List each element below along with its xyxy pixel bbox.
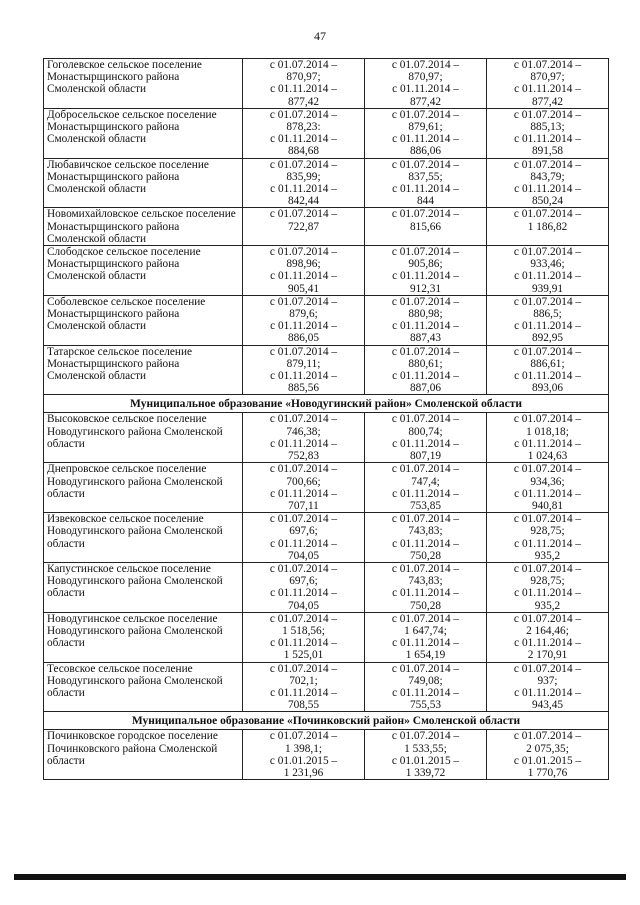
tariff-line: 800,74; [408,425,443,438]
tariff-cell [487,246,609,296]
tariff-cell [365,59,487,109]
tariff-cell [243,59,365,109]
tariff-table [43,58,609,780]
tariff-line: с 01.11.2014 – [514,537,581,550]
tariff-line: 879,11; [286,357,321,370]
tariff-line: с 01.07.2014 – [391,208,460,221]
tariff-line: 877,42 [287,95,320,108]
tariff-line: с 01.11.2014 – [270,487,337,500]
tariff-line: 885,56 [287,382,320,395]
tariff-line: с 01.07.2014 – [391,612,460,625]
tariff-line: с 01.07.2014 – [513,246,582,259]
tariff-line: 850,24 [531,195,564,208]
tariff-line: с 01.11.2014 – [270,320,337,333]
tariff-line: 743,83; [408,575,443,588]
settlement-name: Татарское сельское поселение Монастырщинского района Смоленской области [44,345,243,395]
tariff-line: с 01.11.2014 – [514,183,581,196]
tariff-line: с 01.11.2014 – [270,537,337,550]
tariff-cell [365,108,487,158]
tariff-line: 870,97; [286,71,321,84]
tariff-line: 1 024,63 [527,450,568,463]
tariff-cell [487,513,609,563]
tariff-line: с 01.07.2014 – [391,158,460,171]
tariff-line: с 01.11.2014 – [514,320,581,333]
tariff-line: с 01.11.2014 – [392,320,459,333]
table-row [44,463,609,513]
tariff-line: 1 647,74; [404,624,447,637]
tariff-line: с 01.07.2014 – [269,612,338,625]
tariff-line: с 01.07.2014 – [513,662,582,675]
tariff-cell [243,108,365,158]
tariff-line: 884,68 [287,145,320,158]
tariff-line: 870,97; [530,71,565,84]
tariff-line: с 01.07.2014 – [513,208,582,221]
tariff-line: 750,28 [409,599,442,612]
tariff-line: с 01.07.2014 – [391,730,460,743]
tariff-line: 928,75; [530,575,565,588]
tariff-line: с 01.11.2014 – [514,270,581,283]
tariff-line: с 01.07.2014 – [513,345,582,358]
tariff-line: с 01.11.2014 – [270,686,337,699]
tariff-cell [365,662,487,712]
settlement-name: Тесовское сельское поселение Новодугинского района Смоленской области [44,662,243,712]
tariff-line: 880,61; [408,357,443,370]
settlement-name: Соболевское сельское поселение Монастырщинского района Смоленской области [44,295,243,345]
tariff-line: с 01.07.2014 – [269,513,338,526]
tariff-line: 1 339,72 [405,766,446,779]
tariff-line: 935,2 [534,549,561,562]
tariff-cell [365,413,487,463]
tariff-line: с 01.11.2014 – [514,487,581,500]
tariff-line: 886,06 [409,145,442,158]
tariff-cell [243,562,365,612]
tariff-line: 886,61; [530,357,565,370]
tariff-line: 697,6; [289,525,318,538]
tariff-line: 933,46; [530,258,565,271]
tariff-line: с 01.11.2014 – [270,370,337,383]
tariff-line: 837,55; [408,170,443,183]
tariff-line: 887,06 [409,382,442,395]
page-number: 47 [314,29,326,43]
tariff-line: 815,66 [409,220,442,233]
tariff-line: с 01.07.2014 – [391,513,460,526]
tariff-line: с 01.07.2014 – [269,59,338,71]
tariff-line: 844 [417,195,434,208]
tariff-cell [243,208,365,246]
section-heading-row [44,712,609,730]
tariff-line: с 01.11.2014 – [392,637,459,650]
tariff-cell [365,295,487,345]
tariff-line: с 01.07.2014 – [391,59,460,71]
tariff-line: 807,19 [409,450,442,463]
settlement-name: Высоковское сельское поселение Новодугинского района Смоленской области [44,413,243,463]
settlement-name: Гоголевское сельское поселение Монастырщинского района Смоленской области [44,59,243,109]
tariff-line: с 01.01.2015 – [269,754,338,767]
tariff-line: 2 164,46; [526,624,569,637]
tariff-line: с 01.07.2014 – [269,345,338,358]
tariff-cell [487,208,609,246]
table-row [44,295,609,345]
tariff-cell [487,612,609,662]
tariff-cell [365,208,487,246]
bottom-rule [14,874,626,880]
table-row [44,513,609,563]
tariff-line: с 01.07.2014 – [269,562,338,575]
tariff-line: 1 654,19 [405,649,446,662]
table-row [44,158,609,208]
tariff-line: 835,99; [286,170,321,183]
tariff-line: 886,5; [533,308,562,321]
tariff-line: с 01.11.2014 – [514,437,581,450]
tariff-line: с 01.11.2014 – [514,133,581,146]
tariff-line: 752,83 [287,450,320,463]
tariff-line: 1 398,1; [284,742,323,755]
settlement-name: Новодугинское сельское поселение Новодугинского района Смоленской области [44,612,243,662]
tariff-line: 704,05 [287,599,320,612]
tariff-cell [487,413,609,463]
tariff-cell [487,463,609,513]
tariff-cell [243,295,365,345]
table-row [44,612,609,662]
tariff-cell [365,612,487,662]
tariff-line: 887,43 [409,332,442,345]
tariff-line: с 01.07.2014 – [391,413,460,426]
tariff-cell [365,246,487,296]
tariff-line: 879,61; [408,121,443,134]
tariff-cell [243,158,365,208]
tariff-cell [243,345,365,395]
tariff-cell [487,730,609,780]
tariff-line: 877,42 [409,95,442,108]
tariff-line: 905,41 [287,282,320,295]
tariff-line: с 01.07.2014 – [513,562,582,575]
tariff-line: 1 518,56; [282,624,325,637]
tariff-line: с 01.11.2014 – [392,370,459,383]
tariff-line: 892,95 [531,332,564,345]
table-row [44,246,609,296]
tariff-line: с 01.11.2014 – [270,183,337,196]
tariff-cell [243,413,365,463]
tariff-cell [365,158,487,208]
tariff-cell [487,108,609,158]
tariff-line: 937; [537,674,558,687]
tariff-line: 747,4; [411,475,440,488]
tariff-cell [243,730,365,780]
tariff-line: с 01.01.2015 – [513,754,582,767]
tariff-line: с 01.07.2014 – [391,463,460,476]
table-row [44,562,609,612]
tariff-line: 2 170,91 [527,649,568,662]
tariff-line: 1 533,55; [404,742,447,755]
tariff-line: с 01.11.2014 – [392,83,459,96]
settlement-name: Слободское сельское поселение Монастырщинского района Смоленской области [44,246,243,296]
tariff-line: 912,31 [409,282,442,295]
tariff-line: с 01.11.2014 – [514,587,581,600]
tariff-line: 905,86; [408,258,443,271]
tariff-line: с 01.07.2014 – [513,730,582,743]
tariff-line: с 01.07.2014 – [513,158,582,171]
tariff-line: 704,05 [287,549,320,562]
table-row [44,345,609,395]
table-row [44,413,609,463]
section-heading: Муниципальное образование «Починковский район» Смоленской области [44,712,609,730]
tariff-line: 935,2 [534,599,561,612]
section-heading-row [44,395,609,413]
tariff-line: с 01.07.2014 – [391,562,460,575]
tariff-line: с 01.11.2014 – [270,83,337,96]
tariff-line: с 01.11.2014 – [514,83,581,96]
tariff-cell [243,246,365,296]
settlement-name: Капустинское сельское поселение Новодугинского района Смоленской области [44,562,243,612]
tariff-line: 870,97; [408,71,443,84]
tariff-line: с 01.07.2014 – [513,612,582,625]
tariff-line: с 01.07.2014 – [269,730,338,743]
tariff-line: с 01.07.2014 – [269,208,338,221]
tariff-line: 1 770,76 [527,766,568,779]
tariff-line: 898,96; [286,258,321,271]
table-row [44,662,609,712]
settlement-name: Добросельское сельское поселение Монастырщинского района Смоленской области [44,108,243,158]
settlement-name: Любавичское сельское поселение Монастырщинского района Смоленской области [44,158,243,208]
tariff-cell [365,730,487,780]
tariff-line: с 01.07.2014 – [391,295,460,308]
tariff-line: 722,87 [287,220,320,233]
settlement-name: Починковское городское поселение Починковского района Смоленской области [44,730,243,780]
settlement-name: Извековское сельское поселение Новодугинского района Смоленской области [44,513,243,563]
tariff-line: с 01.07.2014 – [269,158,338,171]
tariff-cell [243,662,365,712]
tariff-line: с 01.11.2014 – [392,537,459,550]
tariff-cell [487,562,609,612]
tariff-line: 1 186,82 [527,220,568,233]
tariff-line: 886,05 [287,332,320,345]
tariff-line: 934,36; [530,475,565,488]
tariff-line: с 01.07.2014 – [269,463,338,476]
tariff-line: с 01.01.2015 – [391,754,460,767]
tariff-line: с 01.11.2014 – [270,270,337,283]
tariff-line: с 01.07.2014 – [513,108,582,121]
tariff-line: 749,08; [408,674,443,687]
tariff-cell [487,662,609,712]
tariff-cell [243,513,365,563]
tariff-cell [243,612,365,662]
tariff-cell [365,345,487,395]
tariff-line: с 01.11.2014 – [392,686,459,699]
tariff-line: с 01.07.2014 – [269,295,338,308]
tariff-line: 750,28 [409,549,442,562]
tariff-cell [487,59,609,109]
tariff-line: с 01.07.2014 – [269,246,338,259]
tariff-line: с 01.11.2014 – [270,437,337,450]
tariff-line: с 01.11.2014 – [392,270,459,283]
tariff-line: с 01.11.2014 – [270,637,337,650]
tariff-line: 928,75; [530,525,565,538]
tariff-line: 843,79; [530,170,565,183]
tariff-cell [243,463,365,513]
tariff-line: 753,85 [409,499,442,512]
tariff-line: 891,58 [531,145,564,158]
settlement-name: Днепровское сельское поселение Новодугинского района Смоленской области [44,463,243,513]
tariff-cell [365,562,487,612]
tariff-line: с 01.07.2014 – [269,413,338,426]
tariff-line: 842,44 [287,195,320,208]
table-row [44,59,609,109]
tariff-table-body [44,59,609,780]
tariff-line: 2 075,35; [526,742,569,755]
tariff-line: 1 231,96 [283,766,324,779]
table-row [44,730,609,780]
tariff-line: 877,42 [531,95,564,108]
tariff-line: 879,6; [289,308,318,321]
tariff-line: с 01.11.2014 – [392,487,459,500]
tariff-line: с 01.07.2014 – [391,345,460,358]
tariff-line: 708,55 [287,699,320,712]
tariff-line: 697,6; [289,575,318,588]
section-heading: Муниципальное образование «Новодугинский район» Смоленской области [44,395,609,413]
tariff-cell [487,345,609,395]
tariff-line: 707,11 [288,499,319,512]
tariff-line: с 01.11.2014 – [392,133,459,146]
tariff-line: 746,38; [286,425,321,438]
tariff-line: с 01.07.2014 – [269,108,338,121]
tariff-line: 893,06 [531,382,564,395]
tariff-line: 743,83; [408,525,443,538]
tariff-line: 1 018,18; [526,425,569,438]
tariff-line: 702,1; [289,674,318,687]
tariff-line: 700,66; [286,475,321,488]
tariff-line: с 01.07.2014 – [513,513,582,526]
tariff-line: с 01.11.2014 – [392,587,459,600]
tariff-line: с 01.07.2014 – [269,662,338,675]
tariff-line: с 01.07.2014 – [391,108,460,121]
table-row [44,108,609,158]
tariff-line: с 01.11.2014 – [392,437,459,450]
tariff-line: 940,81 [531,499,564,512]
tariff-cell [365,513,487,563]
tariff-line: с 01.11.2014 – [270,587,337,600]
tariff-line: 943,45 [531,699,564,712]
tariff-line: с 01.07.2014 – [513,59,582,71]
tariff-line: с 01.07.2014 – [513,413,582,426]
tariff-line: с 01.11.2014 – [392,183,459,196]
tariff-cell [487,295,609,345]
tariff-line: с 01.11.2014 – [514,637,581,650]
settlement-name: Новомихайловское сельское поселение Монастырщинского района Смоленской области [44,208,243,246]
tariff-line: с 01.11.2014 – [514,370,581,383]
tariff-line: с 01.07.2014 – [513,295,582,308]
tariff-cell [365,463,487,513]
tariff-line: 755,53 [409,699,442,712]
tariff-line: 878,23: [286,121,321,134]
tariff-line: с 01.07.2014 – [513,463,582,476]
tariff-cell [487,158,609,208]
tariff-line: с 01.07.2014 – [391,246,460,259]
tariff-line: с 01.11.2014 – [270,133,337,146]
tariff-line: с 01.07.2014 – [391,662,460,675]
tariff-line: 885,13; [530,121,565,134]
tariff-line: с 01.11.2014 – [514,686,581,699]
tariff-line: 939,91 [531,282,564,295]
tariff-line: 880,98; [408,308,443,321]
table-row [44,208,609,246]
tariff-line: 1 525,01 [283,649,324,662]
